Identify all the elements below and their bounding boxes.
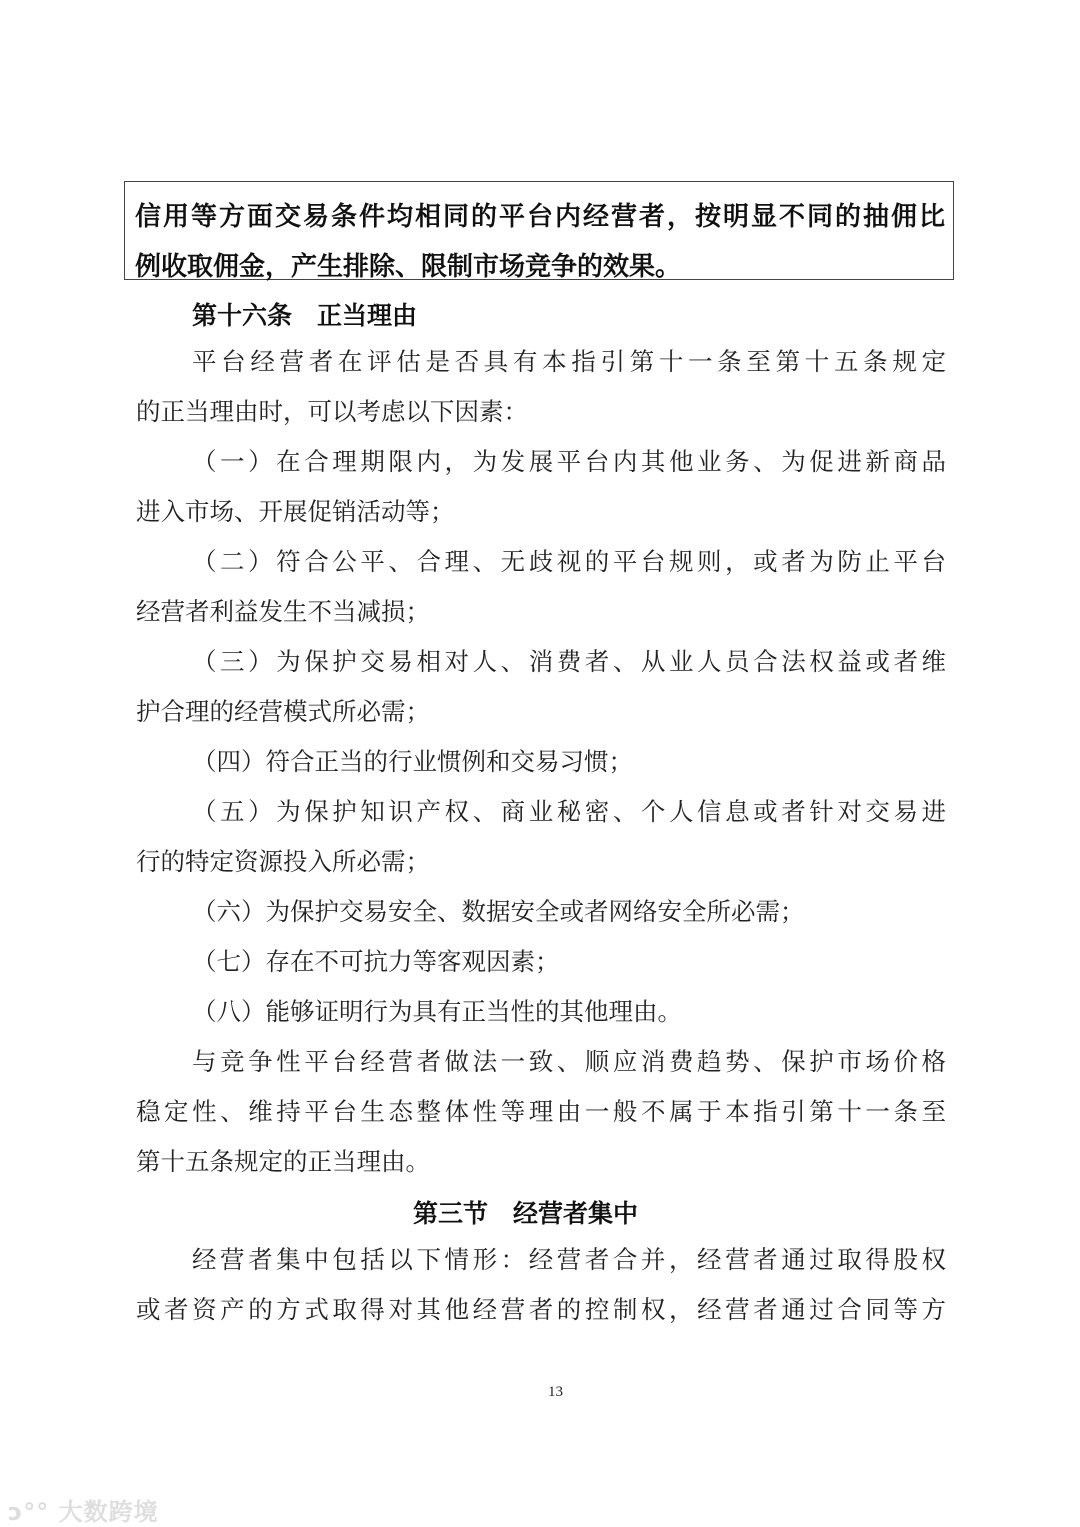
boxed-line: 例收取佣金，产生排除、限制市场竞争的效果。: [135, 252, 682, 282]
paragraph-line: （六）为保护交易安全、数据安全或者网络安全所必需；: [192, 897, 805, 926]
watermark-icon: ↄ°°: [8, 1498, 50, 1526]
paragraph-line: 经营者集中包括以下情形：经营者合并，经营者通过取得股权: [192, 1245, 946, 1274]
paragraph-line: 护合理的经营模式所必需；: [136, 697, 430, 726]
paragraph-line: （五）为保护知识产权、商业秘密、个人信息或者针对交易进: [192, 797, 946, 826]
article-heading: 第十六条 正当理由: [192, 301, 418, 330]
paragraph-line: （四）符合正当的行业惯例和交易习惯；: [192, 747, 633, 776]
highlighted-text-box: [124, 181, 954, 280]
paragraph-line: 平台经营者在评估是否具有本指引第十一条至第十五条规定: [192, 347, 946, 376]
watermark-logo: [8, 1492, 159, 1527]
boxed-line: 信用等方面交易条件均相同的平台内经营者，按明显不同的抽佣比: [135, 202, 945, 232]
paragraph-line: （一）在合理期限内，为发展平台内其他业务、为促进新商品: [192, 447, 946, 476]
paragraph-line: （二）符合公平、合理、无歧视的平台规则，或者为防止平台: [192, 547, 946, 576]
paragraph-line: 稳定性、维持平台生态整体性等理由一般不属于本指引第十一条至: [136, 1097, 946, 1126]
paragraph-line: 第十五条规定的正当理由。: [136, 1147, 430, 1176]
watermark-text: 大数跨境: [58, 1498, 159, 1526]
paragraph-line: 行的特定资源投入所必需；: [136, 847, 430, 876]
paragraph-line: （三）为保护交易相对人、消费者、从业人员合法权益或者维: [192, 647, 946, 676]
page-number: 13: [548, 1384, 563, 1400]
paragraph-line: （八）能够证明行为具有正当性的其他理由。: [192, 997, 682, 1026]
paragraph-line: 经营者利益发生不当减损；: [136, 597, 430, 626]
paragraph-line: 的正当理由时，可以考虑以下因素：: [136, 397, 528, 426]
paragraph-line: 与竞争性平台经营者做法一致、顺应消费趋势、保护市场价格: [192, 1047, 946, 1076]
paragraph-line: 进入市场、开展促销活动等；: [136, 497, 455, 526]
paragraph-line: （七）存在不可抗力等客观因素；: [192, 947, 560, 976]
paragraph-line: 或者资产的方式取得对其他经营者的控制权，经营者通过合同等方: [136, 1295, 946, 1324]
section-heading: 第三节 经营者集中: [413, 1199, 639, 1228]
